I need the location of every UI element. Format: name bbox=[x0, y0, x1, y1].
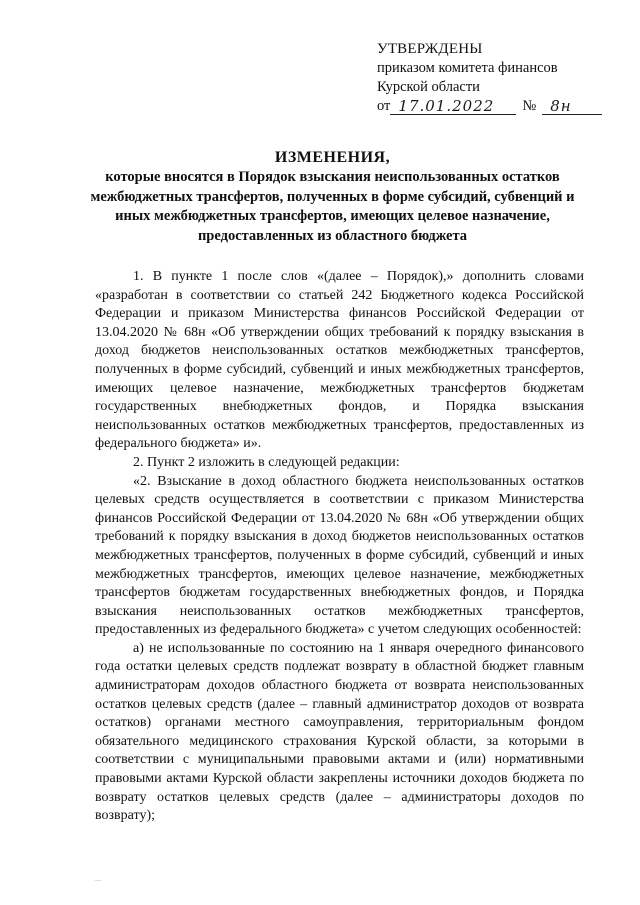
handwritten-number: 8н bbox=[542, 98, 602, 115]
document-title bbox=[80, 148, 585, 246]
paragraph-3: «2. Взыскание в доход областного бюджета неиспользованных остатков целевых средств осуществляется в соответствии с приказом Министерства финансов Российской Федерации от 13.04.2020 № 68н «Об утверждении общих требований к порядку взыскания в доход бюджетов неиспользованных остатков межбюджетных трансфертов, полученных в форме субсидий, субвенций и иных межбюджетных трансфертов, имеющих целевое назначение, межбюджетных трансфертов бюджетам государственных внебюджетных фондов, и Порядка взыскания неиспользованных остатков межбюджетных трансфертов, предоставленных из федерального бюджета» с учетом следующих особенностей: bbox=[95, 473, 584, 638]
title-subtitle: которые вносятся в Порядок взыскания неиспользованных остатков межбюджетных трансфертов, полученных в форме субсидий, субвенций и иных межбюджетных трансфертов, имеющих целевое назначение, предоставленных из областного бюджета bbox=[90, 169, 575, 244]
date-prefix: от bbox=[377, 98, 391, 114]
approval-stamp bbox=[377, 40, 607, 116]
approval-line-region: Курской области bbox=[377, 79, 480, 95]
number-sign: № bbox=[522, 98, 537, 114]
scan-mark bbox=[95, 880, 101, 881]
approval-date-number-row bbox=[377, 97, 607, 116]
title-heading: ИЗМЕНЕНИЯ, bbox=[274, 149, 391, 166]
paragraph-4: а) не использованные по состоянию на 1 января очередного финансового года остатки целевых средств подлежат возврату в областной бюджет главным администраторам доходов областного бюджета от возврата неиспользованных остатков целевых средств (далее – главный администратор доходов от возврата остатков) органами местного самоуправления, территориальным фондом обязательного медицинского страхования Курской области, за которыми в соответствии с муниципальными правовыми актами и (или) нормативными правовыми актами Курской области закреплены источники доходов бюджета по возврату остатков целевых средств (далее – администраторы доходов по возврату); bbox=[95, 640, 584, 824]
paragraph-2: 2. Пункт 2 изложить в следующей редакции: bbox=[133, 454, 400, 470]
handwritten-date: 17.01.2022 bbox=[390, 98, 516, 115]
paragraph-1: 1. В пункте 1 после слов «(далее – Порядок),» дополнить словами «разработан в соответствии со статьей 242 Бюджетного кодекса Российской Федерации и приказом Министерства финансов Российской Федерации от 13.04.2020 № 68н «Об утверждении общих требований к порядку взыскания в доход бюджетов неиспользованных остатков межбюджетных трансфертов, полученных в форме субсидий, субвенций и иных межбюджетных трансфертов, имеющих целевое назначение, межбюджетных трансфертов бюджетам государственных внебюджетных фондов, и Порядка взыскания неиспользованных остатков межбюджетных трансфертов, предоставленных из федерального бюджета» и». bbox=[95, 269, 584, 452]
document-body bbox=[95, 268, 584, 826]
approval-heading: УТВЕРЖДЕНЫ bbox=[377, 41, 483, 57]
approval-line-committee: приказом комитета финансов bbox=[377, 60, 558, 76]
